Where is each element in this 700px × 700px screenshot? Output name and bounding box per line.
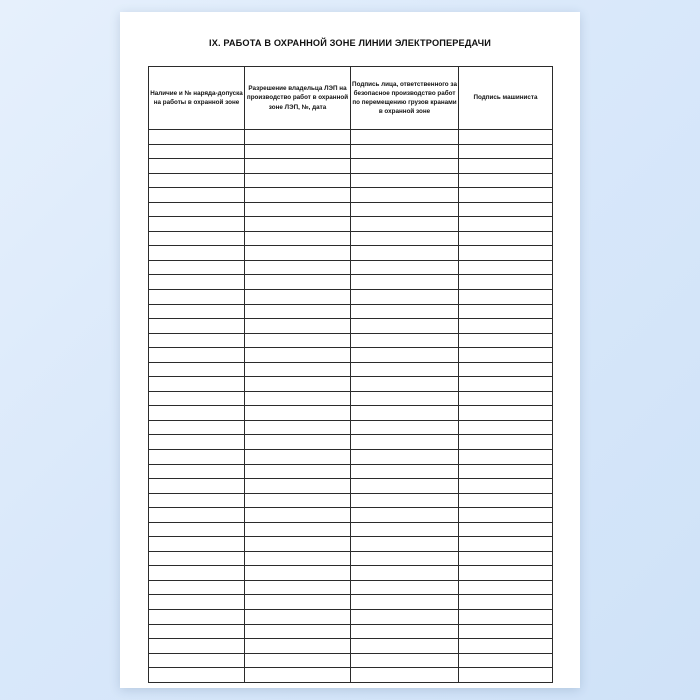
table-cell[interactable] [245,464,351,479]
table-cell[interactable] [459,144,553,159]
table-cell[interactable] [245,362,351,377]
table-cell[interactable] [245,493,351,508]
table-cell[interactable] [149,653,245,668]
table-cell[interactable] [351,551,459,566]
table-cell[interactable] [459,508,553,523]
table-cell[interactable] [149,624,245,639]
table-cell[interactable] [149,537,245,552]
table-row [149,202,553,217]
table-row [149,406,553,421]
table-cell[interactable] [459,202,553,217]
table-cell[interactable] [149,348,245,363]
table-cell[interactable] [351,246,459,261]
table-cell[interactable] [459,435,553,450]
table-row [149,653,553,668]
table-cell[interactable] [245,391,351,406]
table-cell[interactable] [351,231,459,246]
table-cell[interactable] [245,129,351,144]
table-cell[interactable] [459,580,553,595]
table-cell[interactable] [245,289,351,304]
table-cell[interactable] [459,493,553,508]
table-cell[interactable] [245,173,351,188]
table-cell[interactable] [459,551,553,566]
table-row [149,464,553,479]
table-row [149,668,553,683]
table-cell[interactable] [459,449,553,464]
table-cell[interactable] [245,377,351,392]
table-cell[interactable] [245,188,351,203]
table-cell[interactable] [351,333,459,348]
table-cell[interactable] [149,144,245,159]
table-cell[interactable] [149,449,245,464]
table-cell[interactable] [149,260,245,275]
table-header-row [149,66,553,129]
document-page [120,12,580,688]
table-cell[interactable] [351,159,459,174]
column-header-operator-signature: Подпись машиниста [459,66,553,129]
table-cell[interactable] [245,624,351,639]
table-cell[interactable] [245,508,351,523]
table-cell[interactable] [149,435,245,450]
table-cell[interactable] [351,289,459,304]
table-cell[interactable] [351,668,459,683]
table-row [149,449,553,464]
table-cell[interactable] [459,522,553,537]
table-cell[interactable] [245,319,351,334]
table-cell[interactable] [351,217,459,232]
table-cell[interactable] [149,173,245,188]
table-row [149,537,553,552]
table-row [149,362,553,377]
table-cell[interactable] [351,129,459,144]
table-cell[interactable] [351,610,459,625]
table-cell[interactable] [149,188,245,203]
table-cell[interactable] [459,610,553,625]
table-cell[interactable] [351,479,459,494]
table-cell[interactable] [459,639,553,654]
table-row [149,319,553,334]
column-header-responsible-signature: Подпись лица, ответственного за безопасное производство работ по перемещению грузов кранами в охранной зоне [351,66,459,129]
table-row [149,493,553,508]
table-row [149,159,553,174]
table-cell[interactable] [245,580,351,595]
table-row [149,610,553,625]
table-cell[interactable] [149,391,245,406]
table-cell[interactable] [245,246,351,261]
table-cell[interactable] [459,188,553,203]
table-cell[interactable] [149,289,245,304]
table-cell[interactable] [245,479,351,494]
table-cell[interactable] [351,624,459,639]
table-body [149,129,553,682]
page-content [148,38,552,683]
table-row [149,246,553,261]
table-cell[interactable] [351,493,459,508]
table-cell[interactable] [245,639,351,654]
table-row [149,551,553,566]
table-row [149,217,553,232]
table-cell[interactable] [459,668,553,683]
table-cell[interactable] [149,493,245,508]
table-cell[interactable] [459,275,553,290]
table-cell[interactable] [149,275,245,290]
table-cell[interactable] [149,362,245,377]
column-header-owner-permission: Разрешение владельца ЛЭП на производство работ в охранной зоне ЛЭП, №, дата [245,66,351,129]
table-cell[interactable] [459,159,553,174]
table-row [149,348,553,363]
table-cell[interactable] [351,188,459,203]
table-cell[interactable] [459,246,553,261]
table-cell[interactable] [149,129,245,144]
table-cell[interactable] [459,304,553,319]
table-cell[interactable] [149,246,245,261]
table-cell[interactable] [351,595,459,610]
table-cell[interactable] [149,566,245,581]
table-cell[interactable] [459,537,553,552]
table-row [149,289,553,304]
table-cell[interactable] [149,420,245,435]
table-cell[interactable] [149,595,245,610]
table-cell[interactable] [351,653,459,668]
table-cell[interactable] [459,406,553,421]
table-cell[interactable] [245,668,351,683]
table-header [149,66,553,129]
table-cell[interactable] [351,173,459,188]
table-cell[interactable] [459,217,553,232]
table-cell[interactable] [351,580,459,595]
table-row [149,639,553,654]
table-cell[interactable] [149,551,245,566]
table-cell[interactable] [149,159,245,174]
table-cell[interactable] [459,391,553,406]
table-row [149,595,553,610]
table-cell[interactable] [149,319,245,334]
table-cell[interactable] [245,522,351,537]
table-cell[interactable] [245,406,351,421]
table-cell[interactable] [459,173,553,188]
table-cell[interactable] [149,231,245,246]
table-cell[interactable] [459,231,553,246]
table-cell[interactable] [149,479,245,494]
page-title: IX. РАБОТА В ОХРАННОЙ ЗОНЕ ЛИНИИ ЭЛЕКТРОПЕРЕДАЧИ [209,38,491,48]
table-cell[interactable] [459,289,553,304]
table-cell[interactable] [245,610,351,625]
table-cell[interactable] [351,391,459,406]
table-cell[interactable] [149,406,245,421]
table-cell[interactable] [245,217,351,232]
table-cell[interactable] [245,144,351,159]
table-cell[interactable] [149,610,245,625]
table-cell[interactable] [351,362,459,377]
table-cell[interactable] [459,129,553,144]
table-row [149,508,553,523]
table-cell[interactable] [351,275,459,290]
table-row [149,479,553,494]
table-cell[interactable] [459,333,553,348]
table-cell[interactable] [351,639,459,654]
table-cell[interactable] [459,566,553,581]
table-cell[interactable] [351,144,459,159]
table-cell[interactable] [351,522,459,537]
table-row [149,173,553,188]
table-cell[interactable] [351,449,459,464]
table-row [149,144,553,159]
table-cell[interactable] [149,522,245,537]
table-cell[interactable] [459,319,553,334]
table-row [149,566,553,581]
table-row [149,420,553,435]
table-cell[interactable] [459,653,553,668]
table-cell[interactable] [351,566,459,581]
table-row [149,304,553,319]
table-cell[interactable] [459,362,553,377]
table-cell[interactable] [149,508,245,523]
table-cell[interactable] [351,319,459,334]
table-cell[interactable] [351,537,459,552]
table-row [149,129,553,144]
table-cell[interactable] [149,217,245,232]
table-cell[interactable] [149,639,245,654]
table-cell[interactable] [245,348,351,363]
table-cell[interactable] [149,202,245,217]
table-cell[interactable] [245,260,351,275]
table-row [149,391,553,406]
work-log-table [148,66,553,683]
table-cell[interactable] [245,566,351,581]
table-cell[interactable] [245,202,351,217]
table-cell[interactable] [245,231,351,246]
table-cell[interactable] [459,420,553,435]
table-cell[interactable] [459,260,553,275]
table-row [149,377,553,392]
table-row [149,580,553,595]
table-cell[interactable] [149,464,245,479]
table-cell[interactable] [459,464,553,479]
table-row [149,275,553,290]
table-cell[interactable] [245,304,351,319]
table-cell[interactable] [149,377,245,392]
table-cell[interactable] [245,551,351,566]
table-cell[interactable] [351,464,459,479]
table-cell[interactable] [245,595,351,610]
table-cell[interactable] [351,435,459,450]
table-cell[interactable] [459,624,553,639]
table-cell[interactable] [351,260,459,275]
table-cell[interactable] [351,420,459,435]
column-header-permit-number: Наличие и № наряда-допуска на работы в охранной зоне [149,66,245,129]
table-cell[interactable] [459,377,553,392]
table-cell[interactable] [351,406,459,421]
table-cell[interactable] [245,435,351,450]
table-cell[interactable] [149,304,245,319]
table-cell[interactable] [245,333,351,348]
table-cell[interactable] [149,668,245,683]
table-cell[interactable] [245,275,351,290]
table-cell[interactable] [245,420,351,435]
table-row [149,435,553,450]
table-cell[interactable] [149,333,245,348]
table-row [149,624,553,639]
table-cell[interactable] [351,304,459,319]
table-cell[interactable] [245,653,351,668]
table-row [149,188,553,203]
table-cell[interactable] [245,537,351,552]
table-cell[interactable] [149,580,245,595]
table-cell[interactable] [351,377,459,392]
table-cell[interactable] [351,348,459,363]
table-cell[interactable] [245,159,351,174]
table-cell[interactable] [459,348,553,363]
table-row [149,333,553,348]
table-cell[interactable] [459,595,553,610]
table-cell[interactable] [351,508,459,523]
table-cell[interactable] [351,202,459,217]
table-cell[interactable] [459,479,553,494]
table-row [149,522,553,537]
table-row [149,231,553,246]
table-cell[interactable] [245,449,351,464]
table-row [149,260,553,275]
